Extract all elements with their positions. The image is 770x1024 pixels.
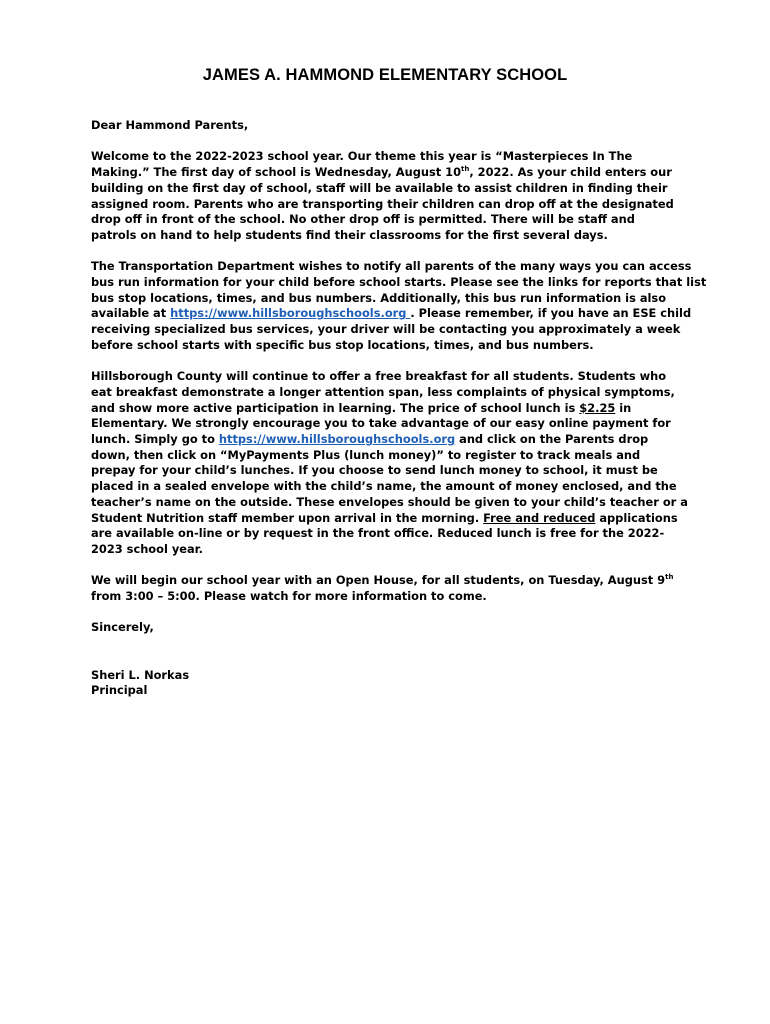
text-span: . Please remember, if you have an ESE child bbox=[410, 306, 692, 321]
text-line bbox=[91, 432, 701, 448]
text-line bbox=[91, 573, 701, 589]
transportation-paragraph bbox=[91, 259, 707, 353]
signer-role: Principal bbox=[91, 683, 148, 698]
text-span: in bbox=[615, 400, 632, 415]
text-line: down, then click on “MyPayments Plus (lunch money)” to register to track meals and bbox=[91, 447, 641, 462]
hillsborough-schools-link[interactable]: https://www.hillsboroughschools.org bbox=[170, 306, 411, 321]
open-house-paragraph bbox=[91, 573, 701, 604]
signature-block bbox=[91, 668, 701, 699]
text-line: eat breakfast demonstrate a longer attention span, less complaints of physical symptoms, bbox=[91, 384, 675, 399]
signature-gap bbox=[91, 652, 701, 668]
text-line: placed in a sealed envelope with the child’s name, the amount of money enclosed, and the bbox=[91, 479, 677, 494]
text-span: and show more active participation in learning. The price of school lunch is bbox=[91, 400, 580, 415]
text-line: 2023 school year. bbox=[91, 541, 203, 556]
letter-body bbox=[91, 118, 707, 715]
text-line: teacher’s name on the outside. These envelopes should be given to your child’s teacher or a bbox=[91, 494, 688, 509]
superscript: th bbox=[665, 573, 674, 582]
welcome-paragraph bbox=[91, 149, 701, 243]
text-line: bus run information for your child before school starts. Please see the links for reports that list bbox=[91, 275, 707, 289]
lunch-payment-link[interactable]: https://www.hillsboroughschools.org bbox=[218, 432, 456, 447]
text-span: Student Nutrition staff member upon arrival in the morning. bbox=[91, 510, 484, 525]
text-line: drop off in front of the school. No other drop off is permitted. There will be staff and bbox=[91, 212, 635, 227]
text-line: bus stop locations, times, and bus numbers. Additionally, this bus run information is also bbox=[91, 290, 667, 305]
salutation bbox=[91, 118, 701, 134]
closing bbox=[91, 620, 701, 636]
superscript: th bbox=[461, 165, 470, 174]
text-line: prepay for your child’s lunches. If you choose to send lunch money to school, it must be bbox=[91, 463, 658, 478]
text-span: , 2022. As your child enters our bbox=[469, 165, 672, 180]
text-span: lunch. Simply go to bbox=[91, 432, 219, 447]
signer-name: Sheri L. Norkas bbox=[91, 667, 190, 682]
text-line bbox=[91, 401, 701, 417]
text-line: Hillsborough County will continue to offer a free breakfast for all students. Students who bbox=[91, 369, 667, 384]
free-reduced-text: Free and reduced bbox=[483, 510, 596, 525]
text-span: applications bbox=[595, 510, 678, 525]
salutation-text: Dear Hammond Parents, bbox=[91, 118, 249, 132]
text-line: building on the first day of school, staff will be available to assist children in finding their bbox=[91, 180, 668, 195]
school-title: JAMES A. HAMMOND ELEMENTARY SCHOOL bbox=[202, 66, 568, 84]
text-line: Elementary. We strongly encourage you to take advantage of our easy online payment for bbox=[91, 416, 671, 431]
text-span: Making.” The first day of school is Wednesday, August 10 bbox=[91, 165, 462, 180]
text-line: before school starts with specific bus stop locations, times, and bus numbers. bbox=[91, 337, 594, 352]
text-line: are available on-line or by request in the front office. Reduced lunch is free for the 2022- bbox=[91, 526, 665, 541]
text-line bbox=[91, 165, 701, 181]
text-line: Welcome to the 2022-2023 school year. Our theme this year is “Masterpieces In The bbox=[91, 149, 633, 164]
breakfast-lunch-paragraph bbox=[91, 369, 701, 557]
text-line: from 3:00 – 5:00. Please watch for more information to come. bbox=[91, 589, 487, 604]
text-line: assigned room. Parents who are transporting their children can drop off at the designated bbox=[91, 196, 674, 211]
lunch-price: $2.25 bbox=[579, 400, 616, 415]
text-line bbox=[91, 306, 701, 322]
text-line: receiving specialized bus services, your driver will be contacting you approximately a week bbox=[91, 322, 681, 337]
text-span: We will begin our school year with an Open House, for all students, on Tuesday, August 9 bbox=[91, 573, 666, 588]
text-line: patrols on hand to help students find their classrooms for the first several days. bbox=[91, 227, 608, 242]
text-span: available at bbox=[91, 306, 171, 321]
text-line bbox=[91, 511, 701, 527]
text-span: and click on the Parents drop bbox=[455, 432, 649, 447]
closing-text: Sincerely, bbox=[91, 620, 154, 635]
text-line: The Transportation Department wishes to notify all parents of the many ways you can access bbox=[91, 259, 692, 274]
